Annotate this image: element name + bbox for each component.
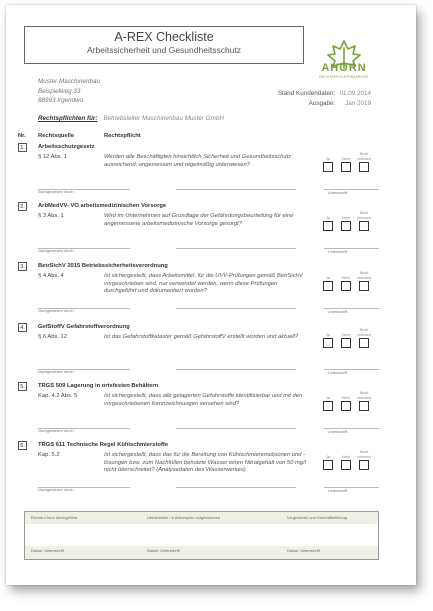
proof-line-2[interactable] [176, 428, 296, 429]
item-number: 2. [18, 202, 27, 211]
signature-line[interactable] [324, 189, 379, 190]
company-address [38, 77, 100, 106]
label-yes: Ja [325, 332, 330, 337]
column-source: Rechtsquelle [38, 133, 75, 139]
label-no: Nein [342, 395, 350, 400]
item-requirement: Ist das Gefahrstoffkataster gemäß GefahrstoffV erstellt worden und aktuell? [104, 334, 298, 340]
item-law-title: Arbeitsschutzgesetz [38, 144, 95, 150]
answer-choices [320, 388, 376, 411]
checkbox-yes[interactable] [323, 221, 333, 231]
signature-label: Unterschrift [328, 191, 348, 195]
item-reference: Kap. 5.2 [38, 452, 60, 458]
label-yes: Ja [325, 215, 330, 220]
signature-line[interactable] [324, 369, 379, 370]
item-requirement: Ist sichergestellt, dass alle gelagerten Gefahrstoffe identifizierbar und mit den vorgeschriebenen Kennzeichnungen versehen sind? [104, 393, 303, 407]
checkbox-not-relevant[interactable] [359, 401, 369, 411]
item-reference: § 4 Abs. 4 [38, 273, 64, 279]
item-number: 5. [18, 382, 27, 391]
checkbox-not-relevant[interactable] [359, 221, 369, 231]
label-no: Nein [342, 275, 350, 280]
item-reference: § 6 Abs. 12 [38, 334, 68, 340]
item-law-title: GefStoffV Gefahrstoffverordnung [38, 324, 130, 330]
label-no: Nein [342, 332, 350, 337]
proof-label: Nachgewiesen durch [38, 429, 74, 433]
label-not-relevant: Nicht relevant [357, 391, 371, 400]
stand-label: Stand Kundendaten: [277, 90, 336, 97]
answer-choices [320, 325, 376, 348]
checkbox-not-relevant[interactable] [359, 162, 369, 172]
signature-line[interactable] [324, 308, 379, 309]
signature-label: Unterschrift [328, 430, 348, 434]
signature-line[interactable] [324, 248, 379, 249]
company-name: Muster Maschinenbau [38, 78, 100, 85]
label-not-relevant: Nicht relevant [357, 271, 371, 280]
proof-line-2[interactable] [176, 369, 296, 370]
proof-line-2[interactable] [176, 189, 296, 190]
proof-line-2[interactable] [176, 248, 296, 249]
item-number: 1. [18, 143, 27, 152]
label-yes: Ja [325, 454, 330, 459]
label-yes: Ja [325, 275, 330, 280]
answer-choices [320, 447, 376, 470]
item-reference: Kap. 4.2 Abs. 5 [38, 393, 78, 399]
column-nr: Nr. [18, 133, 26, 139]
proof-label: Nachgewiesen durch [38, 190, 74, 194]
label-no: Nein [342, 215, 350, 220]
duties-for [38, 115, 224, 122]
footer-caption-revised: Überarbeitet / in Aktionsplan aufgenommen [147, 516, 220, 520]
signature-line[interactable] [324, 428, 379, 429]
answer-choices [320, 208, 376, 231]
item-requirement: Werden alle Beschäftigten hinsichtlich Sicherheit und Gesundheitsschutz ausreichend, angemessen und regelmäßig unterwiesen? [104, 154, 292, 168]
item-requirement: Wird im Unternehmen auf Grundlage der Gefährdungsbeurteilung für eine angemessene arbeitsmedizinische Vorsorge gesorgt? [104, 213, 294, 227]
answer-choices [320, 268, 376, 291]
proof-line-2[interactable] [176, 487, 296, 488]
logo-tagline: RECHTSPFLICHTENSERVICE [319, 75, 369, 79]
label-not-relevant: Nicht relevant [357, 211, 371, 220]
stand-value: 01.09.2014 [339, 90, 371, 97]
duties-label: Rechtspflichten für: [38, 115, 98, 122]
footer-caption-check: Rechts-Check durchgeführt [31, 516, 78, 520]
signature-footer [24, 511, 379, 560]
checkbox-yes[interactable] [323, 162, 333, 172]
proof-label: Nachgewiesen durch [38, 488, 74, 492]
item-number: 3. [18, 262, 27, 271]
label-yes: Ja [325, 156, 330, 161]
answer-choices [320, 149, 376, 172]
checkbox-no[interactable] [341, 162, 351, 172]
checkbox-no[interactable] [341, 338, 351, 348]
checkbox-not-relevant[interactable] [359, 281, 369, 291]
company-street: Beispielweg 33 [38, 87, 81, 95]
item-law-title: ArbMedVV- VO arbeitsmedizinischen Vorsorge [38, 203, 167, 209]
ausgabe-label: Ausgabe: [308, 100, 336, 107]
checkbox-yes[interactable] [323, 460, 333, 470]
checkbox-no[interactable] [341, 401, 351, 411]
label-not-relevant: Nicht relevant [357, 328, 371, 337]
item-law-title: TRGS 509 Lagerung in ortsfesten Behältern [38, 383, 159, 389]
item-law-title: TRGS 611 Technische Regel Kühlschmierstoffe [38, 442, 169, 448]
footer-date-3: Datum, Unterschrift [287, 549, 320, 553]
logo-name: AHORN [321, 62, 367, 74]
document-meta [278, 89, 371, 109]
checkbox-no[interactable] [341, 281, 351, 291]
item-reference: § 12 Abs. 1 [38, 154, 68, 160]
footer-date-2: Datum, Unterschrift [147, 549, 180, 553]
proof-label: Nachgewiesen durch [38, 309, 74, 313]
checkbox-not-relevant[interactable] [359, 338, 369, 348]
item-number: 6. [18, 441, 27, 450]
signature-label: Unterschrift [328, 310, 348, 314]
signature-label: Unterschrift [328, 371, 348, 375]
item-requirement: Ist sichergestellt, dass Arbeitsmittel, für die UVV-Prüfungen gemäß BetrSichV vorgeschrieben sind, nur verwendet werden, wenn diese Prüfungen durchgeführt und dokumentiert wurden? [104, 273, 303, 295]
item-reference: § 3 Abs. 1 [38, 213, 64, 219]
proof-label: Nachgewiesen durch [38, 370, 74, 374]
checkbox-yes[interactable] [323, 401, 333, 411]
label-not-relevant: Nicht relevant [357, 450, 371, 459]
signature-label: Unterschrift [328, 489, 348, 493]
title-box [24, 26, 304, 64]
checkbox-yes[interactable] [323, 338, 333, 348]
signature-line[interactable] [324, 487, 379, 488]
checkbox-not-relevant[interactable] [359, 460, 369, 470]
page-subtitle: Arbeitssicherheit und Gesundheitsschutz [86, 45, 242, 55]
proof-line-2[interactable] [176, 308, 296, 309]
checkbox-yes[interactable] [323, 281, 333, 291]
footer-date-1: Datum, Unterschrift [31, 549, 64, 553]
checkbox-no[interactable] [341, 221, 351, 231]
label-no: Nein [342, 454, 350, 459]
duties-value: Betriebsleiter Maschinenbau Muster GmbH [103, 115, 224, 122]
checklist-page [6, 5, 416, 585]
item-requirement: Ist sichergestellt, dass das für die Bereitung von Kühlschmieremulsionen und -lösungen bzw. zum Nachfüllen benutzte Wasser einen Nitratgehalt von 50 mg/l nicht überschreitet? (Analysedaten des Wasserwerkes) [104, 452, 306, 474]
item-number: 4. [18, 323, 27, 332]
page-title: A-REX Checkliste [114, 30, 214, 44]
company-city: 88993 Irgendwo [38, 97, 84, 104]
signature-label: Unterschrift [328, 250, 348, 254]
footer-caption-management: Vorgesetzter und Geschäftsführung [287, 516, 347, 520]
label-no: Nein [342, 156, 350, 161]
ausgabe-value: Jan 2019 [345, 100, 371, 107]
column-duty: Rechtspflicht [104, 133, 141, 139]
item-law-title: BetrSichV 2015 Betriebssicherheitsverordnung [38, 263, 168, 269]
checkbox-no[interactable] [341, 460, 351, 470]
proof-label: Nachgewiesen durch [38, 249, 74, 253]
label-yes: Ja [325, 395, 330, 400]
label-not-relevant: Nicht relevant [357, 152, 371, 161]
